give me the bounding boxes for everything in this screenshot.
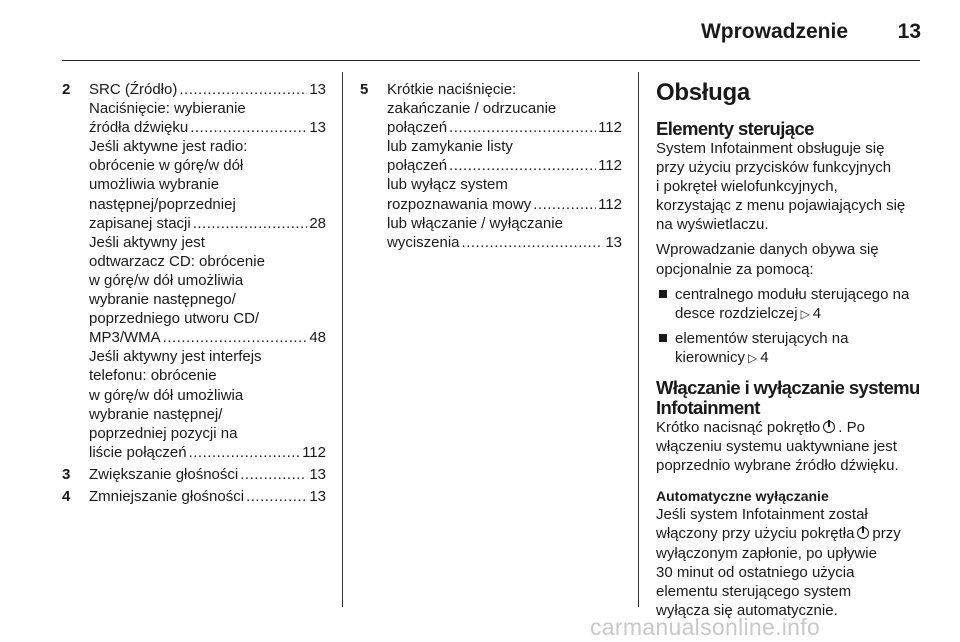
list-item <box>360 80 622 252</box>
text-line <box>675 348 924 368</box>
text-line: zakańczanie / odrzucanie <box>387 100 557 118</box>
page-number: 13 <box>897 20 921 43</box>
bullet-square-icon <box>659 334 667 342</box>
text-line <box>89 443 326 462</box>
text-line: lub zamykanie listy <box>387 138 513 156</box>
reference-arrow-icon: ▷ <box>800 306 810 321</box>
reference-arrow-icon: ▷ <box>748 350 758 365</box>
text-line: Wprowadzanie danych obywa się <box>656 241 879 259</box>
text-line: przy użyciu przycisków funkcyjnych <box>656 159 892 177</box>
item-text: połączeń <box>387 157 448 175</box>
leader-dots <box>163 328 308 347</box>
power-knob-icon <box>823 421 835 433</box>
paragraph <box>656 139 924 234</box>
text-line: elementów sterujących na <box>675 329 849 347</box>
text-line: Krótkie naciśnięcie: <box>387 81 517 98</box>
column-divider-1 <box>342 72 343 607</box>
page-ref[interactable]: 4 <box>812 304 822 322</box>
text-line: umożliwia wybranie <box>89 176 220 194</box>
text-line: elementu sterującego system <box>656 582 852 600</box>
text-line <box>387 233 622 252</box>
text-line: w górę/w dół umożliwia <box>89 271 244 289</box>
leader-dots <box>449 118 596 137</box>
header-divider <box>62 60 920 61</box>
section-title: Obsługa <box>656 79 750 106</box>
text-line: Naciśnięcie: wybieranie <box>89 100 246 118</box>
subsection-title-controls: Elementy sterujące <box>656 118 814 139</box>
text-line <box>387 156 622 175</box>
text-line: telefonu: obrócenie <box>89 367 217 385</box>
paragraph <box>656 240 924 278</box>
item-text: . Po <box>838 419 865 437</box>
text-line: poprzednio wybrane źródło dźwięku. <box>656 457 899 475</box>
text-line <box>656 418 924 437</box>
page-ref[interactable]: 112 <box>302 443 326 461</box>
bullet-item <box>656 329 924 368</box>
text-line: poprzedniego utworu CD/ <box>89 310 260 328</box>
power-knob-icon <box>857 527 869 539</box>
item-text: Zwiększanie głośności <box>89 465 239 483</box>
item-text: kierownicy <box>675 348 746 366</box>
text-line: wybranie następnego/ <box>89 291 236 309</box>
column-3 <box>656 80 924 620</box>
item-text: zapisanej stacji <box>89 214 191 232</box>
text-line: wyłączonym zapłonie, po upływie <box>656 544 877 562</box>
text-line <box>89 118 326 137</box>
text-line: 30 minut od ostatniego użycia <box>656 563 855 581</box>
page-ref[interactable]: 48 <box>309 329 326 347</box>
leader-dots <box>246 487 307 506</box>
column-1 <box>62 80 326 509</box>
text-line: lub wyłącz system <box>387 176 508 194</box>
text-line: na wyświetlaczu. <box>656 216 769 234</box>
text-line: opcjonalnie za pomocą: <box>656 260 814 278</box>
text-line <box>387 118 622 137</box>
page-ref[interactable]: 112 <box>598 195 622 213</box>
text-line <box>89 80 326 99</box>
text-line: lub włączanie / wyłączanie <box>387 214 563 232</box>
text-line: i pokręteł wielofunkcyjnych, <box>656 178 838 196</box>
item-text: SRC (Źródło) <box>89 81 178 98</box>
item-text: Zmniejszanie głośności <box>89 487 245 505</box>
text-line: wyłącza się automatycznie. <box>656 601 838 619</box>
item-text: wyciszenia <box>387 233 460 251</box>
text-line: centralnego modułu sterującego na <box>675 285 910 303</box>
text-line <box>89 487 326 506</box>
text-line <box>89 465 326 484</box>
text-line <box>89 328 326 347</box>
page-ref[interactable]: 13 <box>309 119 326 137</box>
column-2 <box>360 80 622 255</box>
item-text: MP3/WMA <box>89 329 161 347</box>
item-text: liście połączeń <box>89 443 187 461</box>
text-line: Jeśli aktywny jest interfejs <box>89 348 262 366</box>
text-line <box>675 304 924 324</box>
leader-dots <box>462 233 604 252</box>
bullet-item <box>656 285 924 324</box>
item-text: włączony przy użyciu pokrętła <box>656 525 855 543</box>
item-number: 3 <box>62 465 71 483</box>
leader-dots <box>179 80 307 99</box>
item-number: 2 <box>62 81 71 98</box>
page-title: Wprowadzenie <box>700 20 848 43</box>
list-item <box>62 465 326 484</box>
list-item <box>62 487 326 506</box>
subsection-title-power <box>656 378 924 418</box>
item-text: źródła dźwięku <box>89 119 189 137</box>
minor-title-auto-off: Automatyczne wyłączanie <box>656 488 829 505</box>
text-line <box>89 214 326 233</box>
text-line: obrócenie w górę/w dół <box>89 157 244 175</box>
column-divider-2 <box>638 72 639 607</box>
leader-dots <box>189 443 301 462</box>
page-ref[interactable]: 13 <box>309 81 326 98</box>
paragraph <box>656 418 924 475</box>
item-number: 4 <box>62 487 71 505</box>
leader-dots <box>449 156 596 175</box>
text-line: Jeśli system Infotainment został <box>656 506 868 524</box>
text-line: poprzedniej pozycji na <box>89 424 238 442</box>
item-number: 5 <box>360 81 369 98</box>
leader-dots <box>240 465 307 484</box>
text-line: odtwarzacz CD: obrócenie <box>89 252 265 270</box>
item-text: rozpoznawania mowy <box>387 195 532 213</box>
item-text: połączeń <box>387 119 448 137</box>
text-line: Jeśli aktywny jest <box>89 233 205 251</box>
item-text: przy <box>872 525 901 543</box>
text-line: System Infotainment obsługuje się <box>656 140 885 157</box>
item-text: desce rozdzielczej <box>675 304 798 322</box>
text-line: Infotainment <box>656 397 760 419</box>
paragraph <box>656 505 924 620</box>
text-line <box>656 524 924 543</box>
page-ref[interactable]: 13 <box>309 465 326 483</box>
page-ref[interactable]: 28 <box>309 214 326 232</box>
watermark: carmanualsonline.info <box>590 614 821 640</box>
page-ref[interactable]: 13 <box>309 487 326 505</box>
leader-dots <box>533 195 596 214</box>
text-line: następnej/poprzedniej <box>89 195 236 213</box>
text-line: w górę/w dół umożliwia <box>89 386 244 404</box>
text-line: Jeśli aktywne jest radio: <box>89 138 248 156</box>
text-line: włączeniu systemu uaktywniane jest <box>656 438 897 456</box>
text-line: Włączanie i wyłączanie systemu <box>656 377 920 399</box>
text-line: wybranie następnej/ <box>89 405 223 423</box>
text-line: korzystając z menu pojawiających się <box>656 197 906 215</box>
leader-dots <box>190 118 307 137</box>
page-ref[interactable]: 112 <box>598 157 622 175</box>
item-text: Krótko nacisnąć pokrętło <box>656 419 821 437</box>
leader-dots <box>193 214 308 233</box>
page-ref[interactable]: 13 <box>605 233 622 251</box>
list-item <box>62 80 326 462</box>
page-ref[interactable]: 112 <box>598 119 622 137</box>
page-ref[interactable]: 4 <box>760 348 769 366</box>
text-line <box>387 195 622 214</box>
bullet-square-icon <box>659 290 667 298</box>
